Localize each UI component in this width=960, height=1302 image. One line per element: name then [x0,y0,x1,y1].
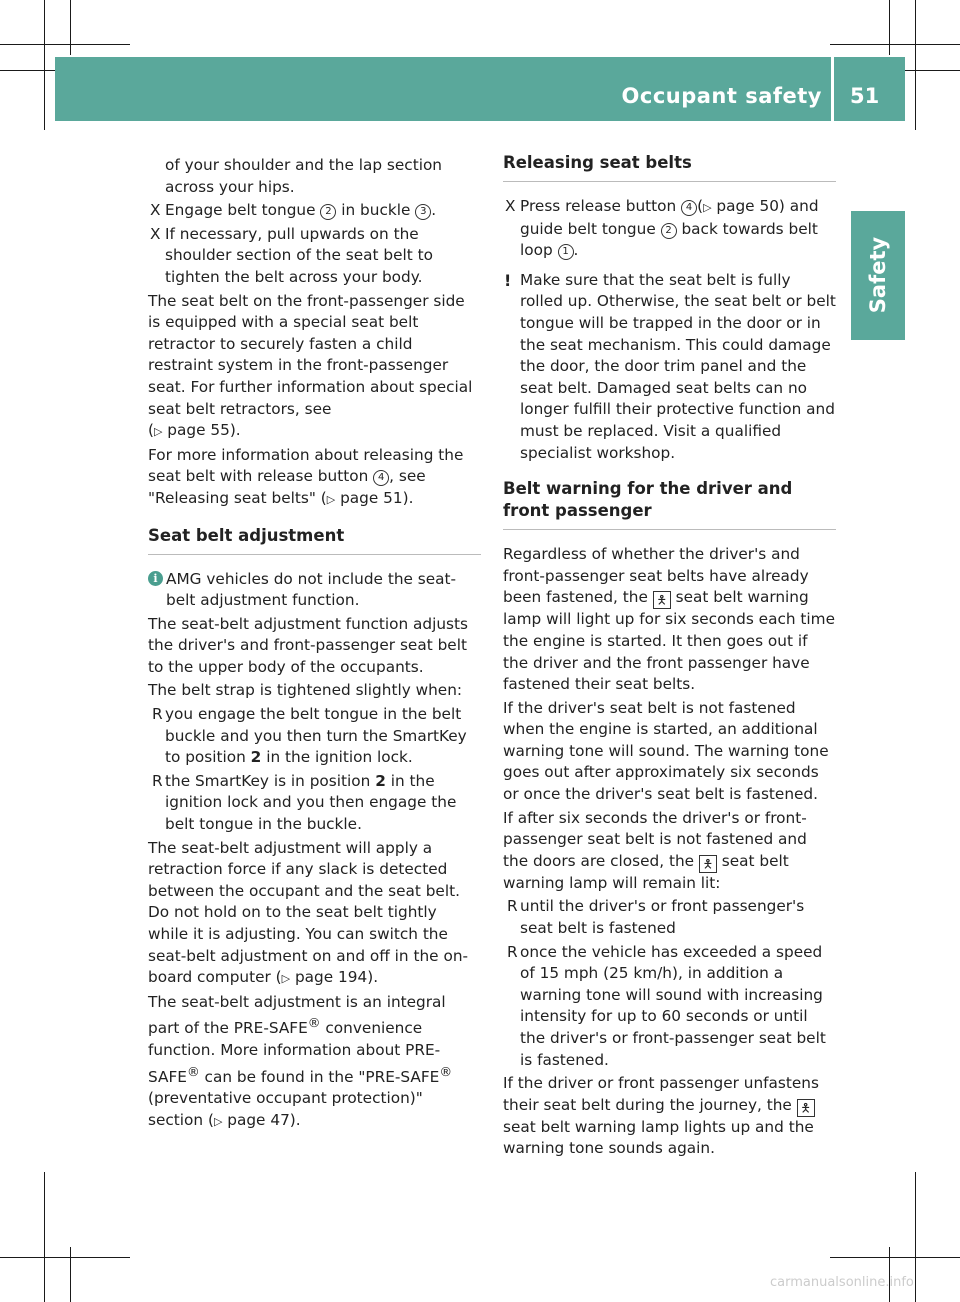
crop-mark [0,1257,130,1258]
crop-mark [830,1257,960,1258]
paragraph: The seat-belt adjustment will apply a retraction force if any slack is detected between the occupant and the seat belt. Do not hold on to the seat belt tightly while it is adjusting. You can switch the seat-belt adjustment on and off in the on-board computer (▷ page 194). [148,838,469,987]
paragraph: If the driver's seat belt is not fastened when the engine is started, an additional warning tone will sound. The warning tone goes out after approximately six seconds or once the driver's seat belt is fastened. [503,698,829,804]
bullet-item: R once the vehicle has exceeded a speed of 15 mph (25 km/h), in addition a warning tone will sound with increasing intensity for up to 60 seconds or until the driver's or front-passenger seat belt is fastened. [507,942,826,1069]
page-ref-arrow-icon: ▷ [213,1114,223,1128]
page-ref-arrow-icon: ▷ [326,492,336,506]
paragraph: of your shoulder and the lap section across your hips. [165,156,443,196]
callout-1: 1 [558,244,574,260]
paragraph: If after six seconds the driver's or front-passenger seat belt is not fastened and the doors are closed, the 🯅 seat belt warning lamp will remain lit: [503,808,807,892]
seat-belt-warning-icon: 🯅 [653,591,671,609]
callout-2: 2 [661,223,677,239]
crop-mark [0,70,55,71]
heading-belt-warning: Belt warning for the driver and front passenger [503,478,836,530]
callout-4: 4 [681,200,697,216]
step-marker: X [150,224,161,243]
paragraph: If the driver or front passenger unfastens their seat belt during the journey, the 🯅 seat belt warning lamp lights up and the warning tone sounds again. [503,1074,819,1158]
callout-2: 2 [320,204,336,220]
section-title: Occupant safety [621,84,822,108]
exclamation-icon: ! [504,270,512,290]
step-marker: X [150,201,161,220]
footer-watermark: carmanualsonline.info [770,1275,914,1290]
bullet-marker: R [152,705,163,724]
paragraph: For more information about releasing the seat belt with release button 4 , see "Releasing seat belts" (▷ page 51). [148,445,464,507]
crop-mark [915,1172,916,1302]
right-column [503,142,836,1162]
info-icon: i [148,571,163,586]
page-ref-arrow-icon: ▷ [153,425,163,439]
header-divider [831,57,834,121]
crop-mark [915,0,916,130]
paragraph: The seat-belt adjustment is an integral part of the PRE-SAFE® convenience function. More information about PRE-SAFE® can be found in the "PRE-SAFE® (preventative occupant protection)" section (▷ page 47). [148,992,453,1129]
step-item: X Engage belt tongue 2 in buckle 3 . [148,200,481,222]
paragraph: Regardless of whether the driver's and front-passenger seat belts have already been fastened, the 🯅 seat belt warning lamp will light up for six seconds each time the engine is started. It then goes out if the driver and the front passenger have fastened their seat belts. [503,545,835,694]
paragraph: The seat belt on the front-passenger side is equipped with a special seat belt retractor to securely fasten a child restraint system in the front-passenger seat. For further information about special seat belt retractors, see (▷ page 55). [148,291,473,440]
step-marker: X [505,197,516,215]
step-item: X If necessary, pull upwards on the shoulder section of the seat belt to tighten the belt across your body. [150,224,433,286]
step-item: X Press release button 4 (▷ page 50) and guide belt tongue 2 back towards belt loop 1 . [505,197,819,260]
paragraph: The belt strap is tightened slightly when: [148,681,463,700]
bullet-item: R the SmartKey is in position 2 in the ignition lock and you then engage the belt tongue in the buckle. [152,771,457,834]
crop-mark [905,70,960,71]
page-number: 51 [850,84,880,108]
heading-releasing-seat-belts: Releasing seat belts [503,152,836,182]
bullet-marker: R [152,771,163,790]
bullet-marker: R [507,942,518,961]
callout-4: 4 [373,470,389,486]
crop-mark [0,44,130,45]
crop-mark [70,1247,71,1302]
crop-mark [889,0,890,55]
chapter-tab-label: Safety [866,236,890,314]
callout-3: 3 [415,204,431,220]
bullet-marker: R [507,897,518,916]
info-note: i AMG vehicles do not include the seat-belt adjustment function. [148,569,481,612]
crop-mark [830,44,960,45]
seat-belt-warning-icon: 🯅 [699,855,717,873]
bullet-item: R until the driver's or front passenger's seat belt is fastened [507,897,805,938]
left-column [148,155,481,1135]
paragraph: The seat-belt adjustment function adjusts the driver's and front-passenger seat belt to the upper body of the occupants. [148,614,468,676]
page-ref-arrow-icon: ▷ [281,972,291,986]
warning-note: ! Make sure that the seat belt is fully rolled up. Otherwise, the seat belt or belt tongue will be trapped in the door or in the seat mechanism. This could damage the door, the door trim panel and the seat belt. Damaged seat belts can no longer fulfill their protective function and must be replaced. Visit a qualified specialist workshop. [504,270,836,462]
crop-mark [44,1172,45,1302]
heading-seat-belt-adjustment: Seat belt adjustment [148,525,481,555]
page-ref-arrow-icon: ▷ [703,201,712,214]
bullet-item: R you engage the belt tongue in the belt buckle and you then turn the SmartKey to position 2 in the ignition lock. [152,705,467,767]
seat-belt-warning-icon: 🯅 [797,1099,815,1117]
crop-mark [70,0,71,55]
crop-mark [44,0,45,130]
